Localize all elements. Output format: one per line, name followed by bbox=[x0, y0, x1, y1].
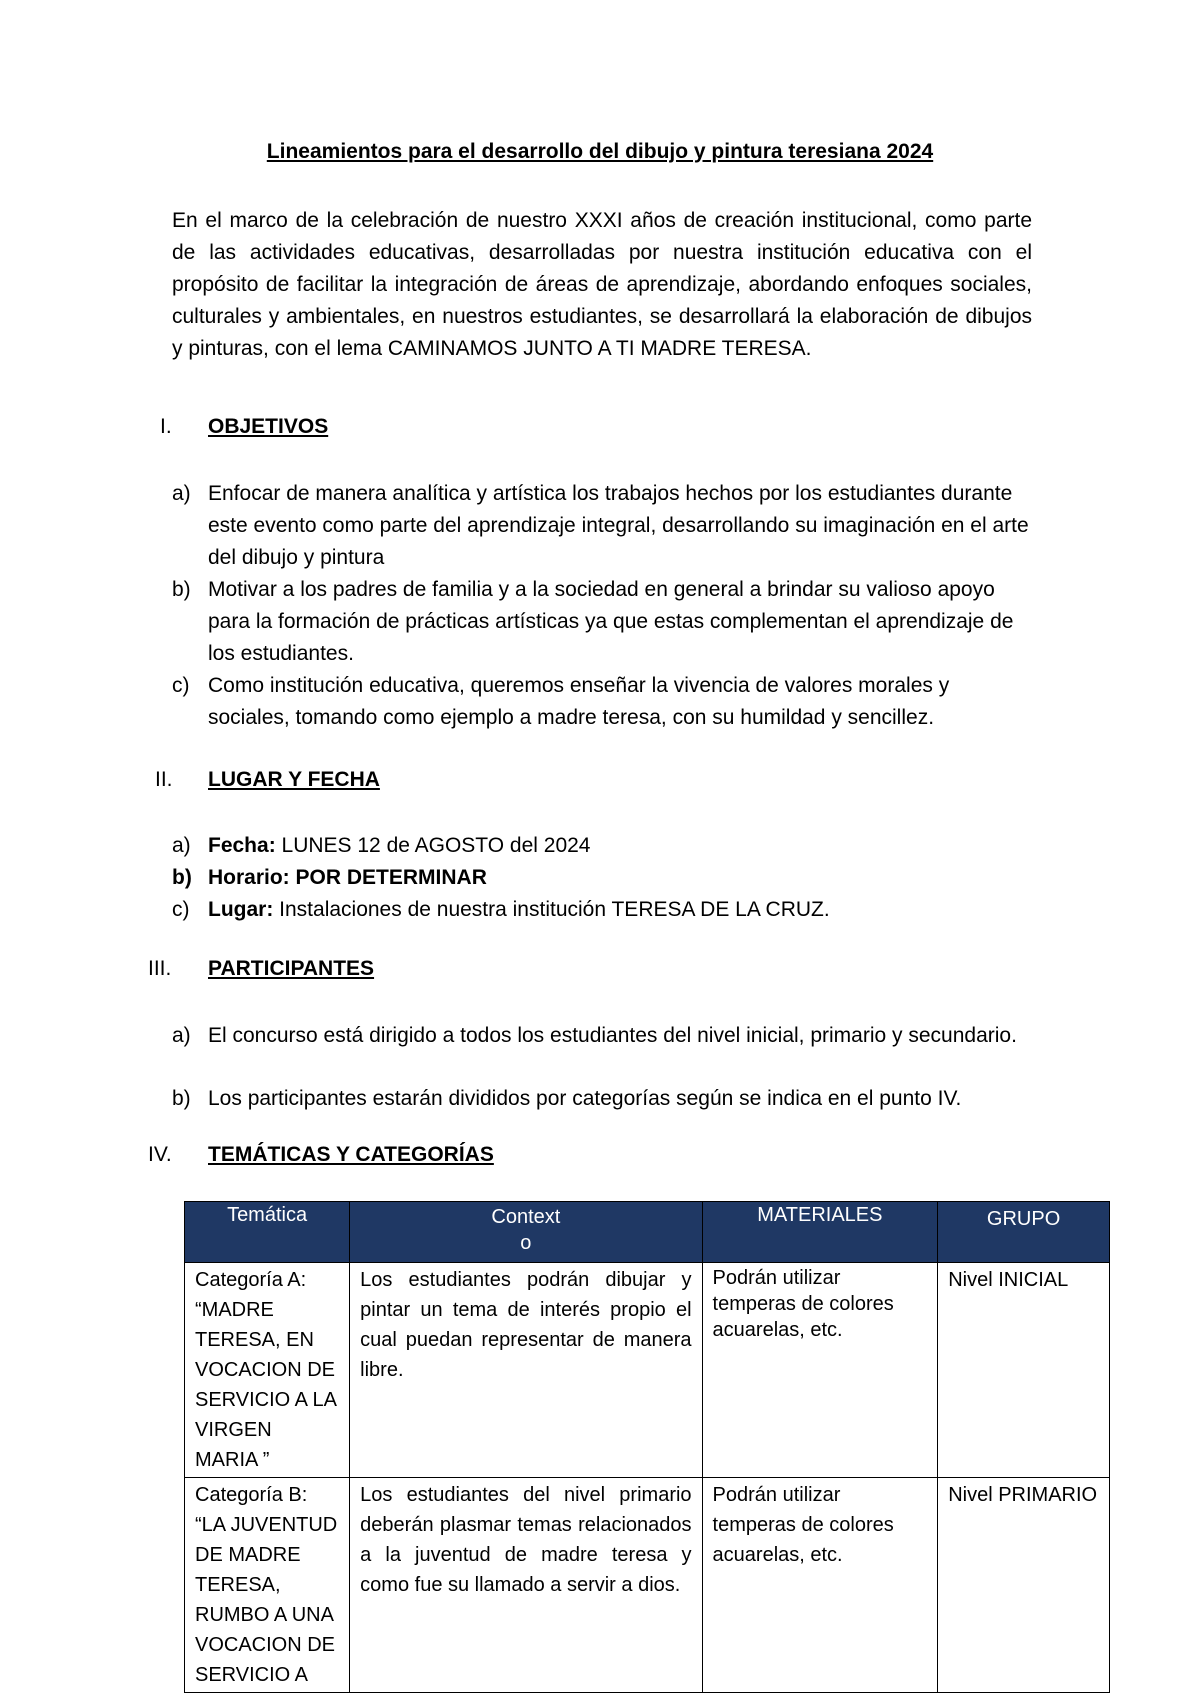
lugar-label: Lugar: bbox=[208, 898, 274, 921]
intro-paragraph: En el marco de la celebración de nuestro XXXI años de creación institucional, como parte de las actividades educativas, desarrolladas por nuestra institución educativa con el propósito de facilitar la integración de áreas de aprendizaje, abordando enfoques sociales, culturales y ambientales, en nuestros estudiantes, se desarrollará la elaboración de dibujos y pinturas, con el lema CAMINAMOS JUNTO A TI MADRE TERESA. bbox=[172, 209, 1032, 360]
section-number-lugar: II. bbox=[155, 768, 173, 791]
horario-label: Horario: bbox=[208, 866, 290, 889]
categories-table bbox=[184, 1201, 1110, 1693]
list-item bbox=[172, 670, 1032, 734]
list-marker: b) bbox=[172, 866, 192, 889]
section-title-participantes: PARTICIPANTES bbox=[208, 957, 375, 980]
cell-grupo: Nivel INICIAL bbox=[938, 1263, 1110, 1478]
horario-value: POR DETERMINAR bbox=[289, 866, 487, 889]
section-title-lugar: LUGAR Y FECHA bbox=[208, 768, 380, 791]
list-item-text: Motivar a los padres de familia y a la sociedad en general a brindar su valioso apoyo para la formación de prácticas artísticas ya que estas complementan el aprendizaje de los estudiantes. bbox=[208, 578, 1014, 665]
list-marker: a) bbox=[172, 834, 191, 857]
header-grupo: GRUPO bbox=[938, 1202, 1110, 1263]
cell-tematica: Categoría A: “MADRE TERESA, EN VOCACION DE SERVICIO A LA VIRGEN MARIA ” bbox=[185, 1263, 350, 1478]
list-item-text: Enfocar de manera analítica y artística los trabajos hechos por los estudiantes durante este evento como parte del aprendizaje integral, desarrollando su imaginación en el arte del dibujo y pintura bbox=[208, 482, 1029, 569]
list-item-text: Los participantes estarán divididos por categorías según se indica en el punto IV. bbox=[208, 1087, 962, 1110]
list-marker: a) bbox=[172, 482, 191, 505]
list-item bbox=[172, 574, 1032, 670]
fecha-label: Fecha: bbox=[208, 834, 276, 857]
section-title-tematicas: TEMÁTICAS Y CATEGORÍAS bbox=[208, 1143, 494, 1166]
section-title-objetivos: OBJETIVOS bbox=[208, 415, 329, 438]
lugar-value: Instalaciones de nuestra institución TERESA DE LA CRUZ. bbox=[273, 898, 830, 921]
table-row bbox=[185, 1263, 1110, 1478]
fecha-value: LUNES 12 de AGOSTO del 2024 bbox=[275, 834, 591, 857]
list-item bbox=[172, 862, 1032, 894]
list-marker: c) bbox=[172, 898, 190, 921]
section-number-participantes: III. bbox=[148, 957, 172, 980]
list-marker: b) bbox=[172, 1087, 191, 1110]
list-item-text: El concurso está dirigido a todos los estudiantes del nivel inicial, primario y secundario. bbox=[208, 1024, 1017, 1047]
list-item bbox=[172, 478, 1032, 574]
list-marker: a) bbox=[172, 1024, 191, 1047]
cell-materiales: Podrán utilizar temperas de colores acuarelas, etc. bbox=[702, 1263, 938, 1478]
list-item bbox=[172, 1020, 1032, 1052]
cell-tematica: Categoría B: “LA JUVENTUD DE MADRE TERESA, RUMBO A UNA VOCACION DE SERVICIO A bbox=[185, 1478, 350, 1693]
section-number-objetivos: I. bbox=[160, 415, 172, 438]
cell-contexto: Los estudiantes podrán dibujar y pintar un tema de interés propio el cual puedan representar de manera libre. bbox=[350, 1263, 702, 1478]
list-item-text: Como institución educativa, queremos enseñar la vivencia de valores morales y sociales, tomando como ejemplo a madre teresa, con su humildad y sencillez. bbox=[208, 674, 950, 729]
table-header-row bbox=[185, 1202, 1110, 1263]
cell-grupo: Nivel PRIMARIO bbox=[938, 1478, 1110, 1693]
header-tematica: Temática bbox=[185, 1202, 350, 1263]
list-marker: b) bbox=[172, 578, 191, 601]
header-materiales: MATERIALES bbox=[702, 1202, 938, 1263]
list-marker: c) bbox=[172, 674, 190, 697]
list-item bbox=[172, 830, 1032, 862]
document-title: Lineamientos para el desarrollo del dibujo y pintura teresiana 2024 bbox=[266, 140, 934, 163]
list-item bbox=[172, 1083, 1032, 1115]
table-row bbox=[185, 1478, 1110, 1693]
section-number-tematicas: IV. bbox=[148, 1143, 172, 1166]
cell-materiales: Podrán utilizar temperas de colores acuarelas, etc. bbox=[702, 1478, 938, 1693]
header-contexto: Context o bbox=[350, 1202, 702, 1263]
list-item bbox=[172, 894, 1032, 926]
cell-contexto: Los estudiantes del nivel primario deberán plasmar temas relacionados a la juventud de madre teresa y como fue su llamado a servir a dios. bbox=[350, 1478, 702, 1693]
